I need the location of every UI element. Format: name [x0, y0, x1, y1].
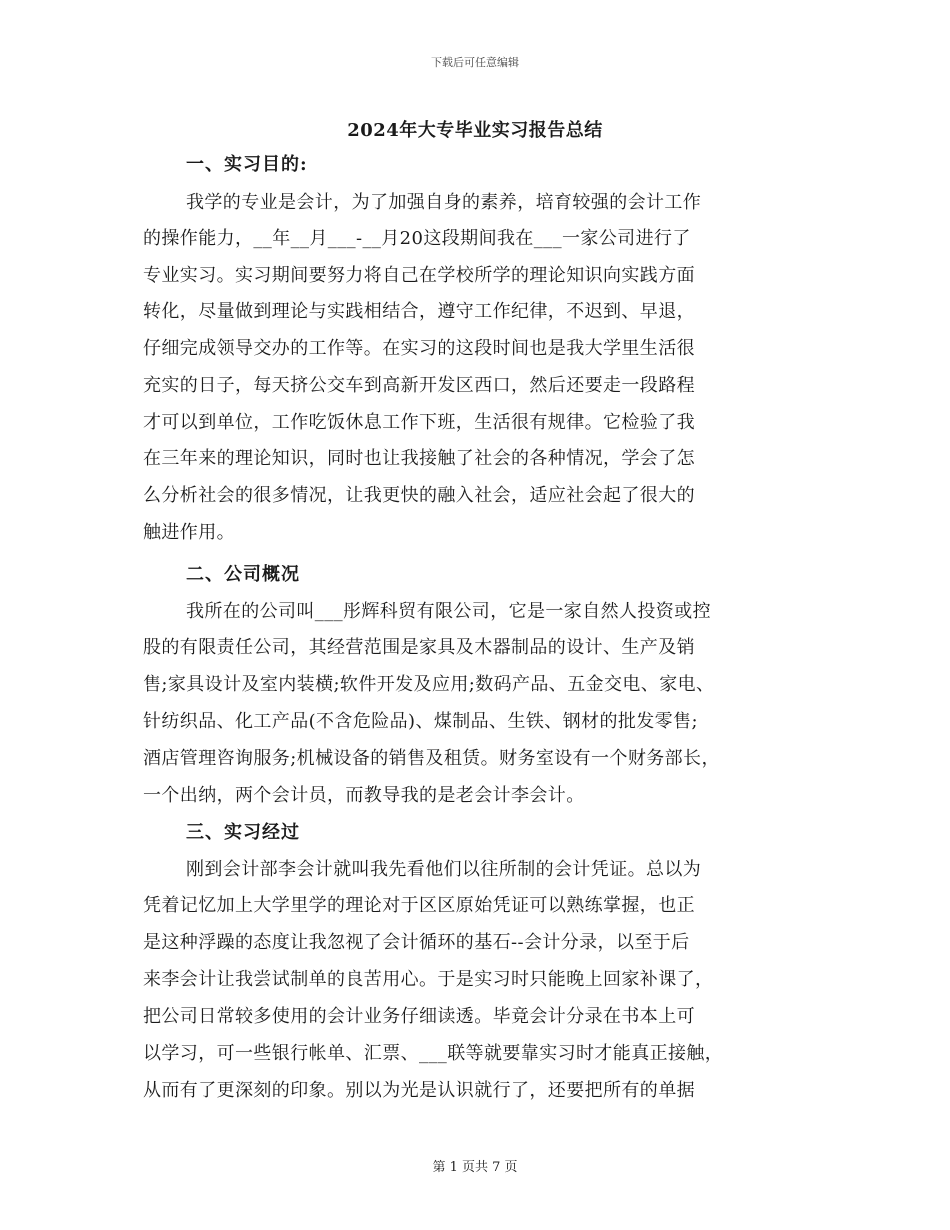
section-3-line: 刚到会计部李会计就叫我先看他们以往所制的会计凭证。总以为 [186, 859, 702, 880]
section-1-line: 充实的日子，每天挤公交车到高新开发区西口，然后还要走一段路程 [143, 375, 695, 396]
section-2-line: 针纺织品、化工产品(不含危险品)、煤制品、生铁、钢材的批发零售; [143, 711, 698, 732]
section-1-heading: 一、实习目的: [186, 154, 308, 175]
section-3-line: 从而有了更深刻的印象。别以为光是认识就行了，还要把所有的单据 [143, 1080, 695, 1101]
section-1-line: 仔细完成领导交办的工作等。在实习的这段时间也是我大学里生活很 [143, 338, 695, 359]
document-title: 2024年大专毕业实习报告总结 [347, 120, 603, 141]
section-1-line: 的操作能力，__年__月___-__月20这段期间我在___一家公司进行了 [143, 228, 691, 249]
section-1-line: 专业实习。实习期间要努力将自己在学校所学的理论知识向实践方面 [143, 265, 695, 286]
section-3-line: 来李会计让我尝试制单的良苦用心。于是实习时只能晚上回家补课了， [143, 969, 714, 990]
page-footer: 第 1 页共 7 页 [432, 1160, 518, 1175]
section-3-heading: 三、实习经过 [186, 822, 300, 843]
page-header: 下载后可任意编辑 [431, 56, 519, 69]
section-2-heading: 二、公司概况 [186, 564, 300, 585]
section-2-line: 股的有限责任公司，其经营范围是家具及木器制品的设计、生产及销 [143, 637, 695, 658]
section-1-line: 在三年来的理论知识，同时也让我接触了社会的各种情况，学会了怎 [143, 448, 695, 469]
section-1-line: 触进作用。 [143, 522, 235, 543]
section-2-line: 售;家具设计及室内装横;软件开发及应用;数码产品、五金交电、家电、 [143, 674, 715, 695]
section-3-line: 以学习，可一些银行帐单、汇票、___联等就要靠实习时才能真正接触， [143, 1043, 724, 1064]
section-2-line: 酒店管理咨询服务;机械设备的销售及租赁。财务室设有一个财务部长， [143, 748, 720, 769]
section-2-line: 一个出纳，两个会计员，而教导我的是老会计李会计。 [143, 785, 585, 806]
section-3-line: 凭着记忆加上大学里学的理论对于区区原始凭证可以熟练掌握，也正 [143, 895, 695, 916]
section-3-line: 把公司日常较多使用的会计业务仔细读透。毕竟会计分录在书本上可 [143, 1006, 695, 1027]
section-1-line: 么分析社会的很多情况，让我更快的融入社会，适应社会起了很大的 [143, 485, 695, 506]
section-2-line: 我所在的公司叫___彤辉科贸有限公司，它是一家自然人投资或控 [186, 601, 711, 622]
section-1-line: 转化，尽量做到理论与实践相结合，遵守工作纪律，不迟到、早退， [143, 301, 695, 322]
section-3-line: 是这种浮躁的态度让我忽视了会计循环的基石--会计分录，以至于后 [143, 932, 690, 953]
section-1-line: 我学的专业是会计，为了加强自身的素养，培育较强的会计工作 [186, 192, 702, 213]
section-1-line: 才可以到单位，工作吃饭休息工作下班，生活很有规律。它检验了我 [143, 412, 695, 433]
